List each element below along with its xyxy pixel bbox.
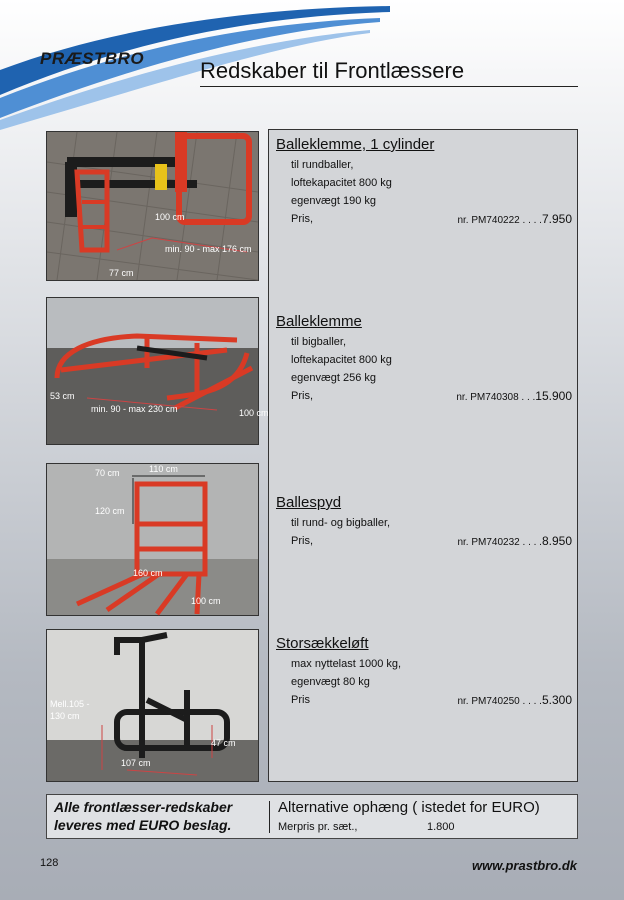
product-spec: til bigballer, [291,336,347,348]
price-label: Pris, [291,213,313,225]
dim-label: 77 cm [109,268,134,278]
product-spec: egenvægt 80 kg [291,676,370,688]
price-row [276,691,572,709]
dim-label: 107 cm [121,758,151,768]
brand-logo: PRÆSTBRO [40,49,145,68]
alt-mount-title: Alternative ophæng ( istedet for EURO) [278,799,540,816]
dim-label: min. 90 - max 230 cm [91,404,178,414]
item-number: nr. PM740222 . . . . [457,215,542,226]
price-label: Pris, [291,535,313,547]
dim-label: 130 cm [50,711,80,721]
item-number: nr. PM740232 . . . . [457,537,542,548]
photo-balleklemme [46,297,269,445]
price-label: Pris [291,694,310,706]
price-value: 8.950 [541,534,572,548]
product-spec: loftekapacitet 800 kg [291,177,392,189]
product-spec: til rund- og bigballer, [291,517,391,529]
page-number: 128 [40,857,59,869]
box-divider [269,801,270,833]
dim-label: min. 90 - max 176 cm [165,244,252,254]
product-balleklemme [276,313,572,405]
dim-label: 110 cm [149,464,178,474]
price-info [457,210,572,230]
dim-label: Mell.105 - [50,699,90,709]
photo-balleklemme-1-cylinder [46,131,259,281]
dim-label: 100 cm [191,596,221,606]
title-divider [200,86,578,87]
dim-label: 47 cm [211,738,236,748]
photo-ballespyd [46,463,259,616]
price-label: Pris, [291,390,313,402]
product-name: Storsækkeløft [276,635,369,652]
dim-label: 120 cm [95,506,125,516]
product-spec: max nyttelast 1000 kg, [291,658,402,670]
euro-mount-info-box [46,794,578,839]
price-row [276,210,572,228]
product-ballespyd [276,494,572,550]
alt-mount-price: 1.800 [427,821,455,833]
price-row [276,532,572,550]
product-name: Balleklemme [276,313,362,330]
price-value: 15.900 [535,389,572,403]
page-title: Redskaber til Frontlæssere [200,58,465,83]
item-number: nr. PM740308 . . . [456,392,536,403]
price-value: 7.950 [541,212,572,226]
product-spec: egenvægt 256 kg [291,372,377,384]
item-number: nr. PM740250 . . . . [457,696,542,707]
dim-label: 53 cm [50,391,75,401]
euro-note-line: Alle frontlæsser-redskaber [54,799,233,815]
dim-label: 70 cm [95,468,120,478]
product-spec: egenvægt 190 kg [291,195,377,207]
euro-note-line: leveres med EURO beslag. [54,817,232,833]
euro-note [54,798,232,834]
price-info [457,691,572,711]
website-url: www.prastbro.dk [472,858,577,873]
dim-label: 100 cm [155,212,185,222]
photo-storsaekkeloeft [46,629,259,782]
product-spec: loftekapacitet 800 kg [291,354,392,366]
dim-label: 160 cm [133,568,163,578]
dim-label: 100 cm [239,408,269,418]
price-row [276,387,572,405]
price-value: 5.300 [541,693,572,707]
product-balleklemme-1-cylinder [276,136,572,228]
alt-mount-label: Merpris pr. sæt., [278,821,358,833]
product-storsaekkeloeft [276,635,572,709]
price-info [457,532,572,552]
price-info [456,387,572,407]
product-spec: til rundballer, [291,159,354,171]
product-name: Balleklemme, 1 cylinder [276,136,435,153]
product-name: Ballespyd [276,494,342,511]
